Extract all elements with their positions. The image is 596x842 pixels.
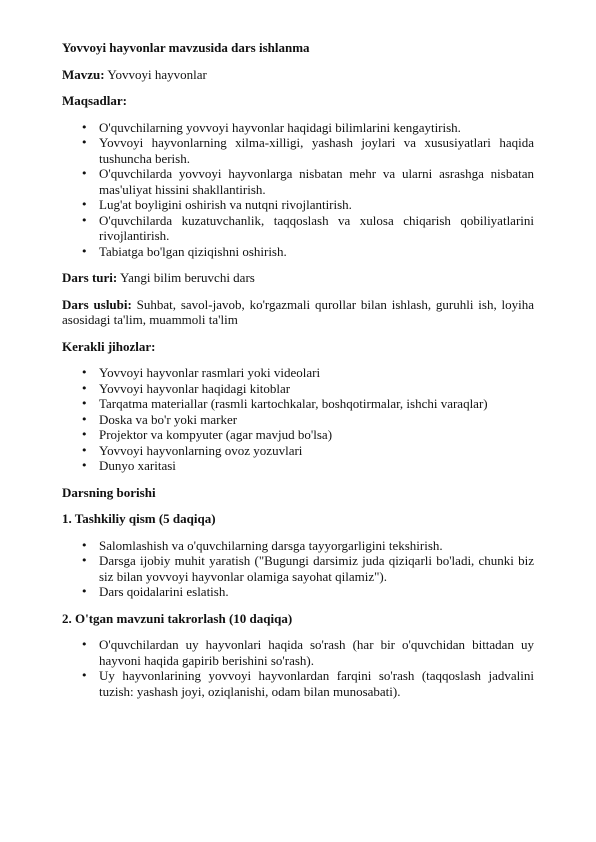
goals-list (62, 120, 534, 260)
lesson-method-value: Suhbat, savol-javob, ko'rgazmali qurollar bilan ishlash, guruhli ish, loyiha asosidagi ta'lim, muammoli ta'lim (62, 296, 535, 327)
list-item: • Yovvoyi hayvonlarning xilma-xilligi, yashash joylari va xususiyatlari haqida tushuncha berish. (62, 135, 534, 166)
lesson-type-value: Yangi bilim beruvchi dars (120, 270, 255, 285)
topic-value: Yovvoyi hayvonlar (107, 66, 207, 82)
list-item: • Yovvoyi hayvonlarning ovoz yozuvlari (62, 443, 534, 459)
topic-line (62, 67, 534, 83)
section-2-heading: 2. O'tgan mavzuni takrorlash (10 daqiqa) (62, 610, 293, 626)
list-item: • Lug'at boyligini oshirish va nutqni rivojlantirish. (62, 197, 534, 213)
list-item: • Salomlashish va o'quvchilarning darsga tayyorgarligini tekshirish. (62, 538, 534, 554)
lesson-method-line (62, 297, 534, 328)
section-2-list (62, 637, 534, 699)
lesson-progress-heading: Darsning borishi (62, 484, 156, 500)
goals-heading: Maqsadlar: (62, 93, 127, 108)
document-title: Yovvoyi hayvonlar mavzusida dars ishlanma (62, 40, 310, 55)
list-item: • Darsga ijobiy muhit yaratish ("Bugungi darsimiz juda qiziqarli bo'ladi, chunki biz siz bilan yovvoyi hayvonlar olamiga sayohat qilamiz"). (62, 553, 534, 584)
section-1-list (62, 538, 534, 600)
list-item: • Yovvoyi hayvonlar rasmlari yoki videolari (62, 365, 534, 381)
list-item: • O'quvchilarda yovvoyi hayvonlarga nisbatan mehr va ularni asrashga nisbatan mas'uliyat hissini shakllantirish. (62, 166, 534, 197)
list-item: • Tabiatga bo'lgan qiziqishni oshirish. (62, 244, 534, 260)
lesson-type-line (62, 270, 534, 286)
topic-label: Mavzu: (62, 66, 105, 82)
equipment-list (62, 365, 534, 474)
section-1-heading: 1. Tashkiliy qism (5 daqiqa) (62, 511, 216, 526)
list-item: • Dunyo xaritasi (62, 458, 534, 474)
list-item: • Yovvoyi hayvonlar haqidagi kitoblar (62, 381, 534, 397)
equipment-heading: Kerakli jihozlar: (62, 338, 156, 354)
list-item: • Dars qoidalarini eslatish. (62, 584, 534, 600)
lesson-type-label: Dars turi: (62, 270, 118, 285)
list-item: • Doska va bo'r yoki marker (62, 412, 534, 428)
list-item: • O'quvchilardan uy hayvonlari haqida so'rash (har bir o'quvchidan bittadan uy hayvoni haqida gapirib berishini so'rash). (62, 637, 534, 668)
list-item: • Uy hayvonlarining yovvoyi hayvonlardan farqini so'rash (taqqoslash jadvalini tuzish: yashash joyi, oziqlanishi, odam bilan munosabati). (62, 668, 534, 699)
lesson-method-label: Dars uslubi: (62, 296, 132, 312)
list-item: • Projektor va kompyuter (agar mavjud bo'lsa) (62, 427, 534, 443)
list-item: • Tarqatma materiallar (rasmli kartochkalar, boshqotirmalar, ishchi varaqlar) (62, 396, 534, 412)
list-item: • O'quvchilarning yovvoyi hayvonlar haqidagi bilimlarini kengaytirish. (62, 120, 534, 136)
list-item: • O'quvchilarda kuzatuvchanlik, taqqoslash va xulosa chiqarish qobiliyatlarini rivojlantirish. (62, 213, 534, 244)
